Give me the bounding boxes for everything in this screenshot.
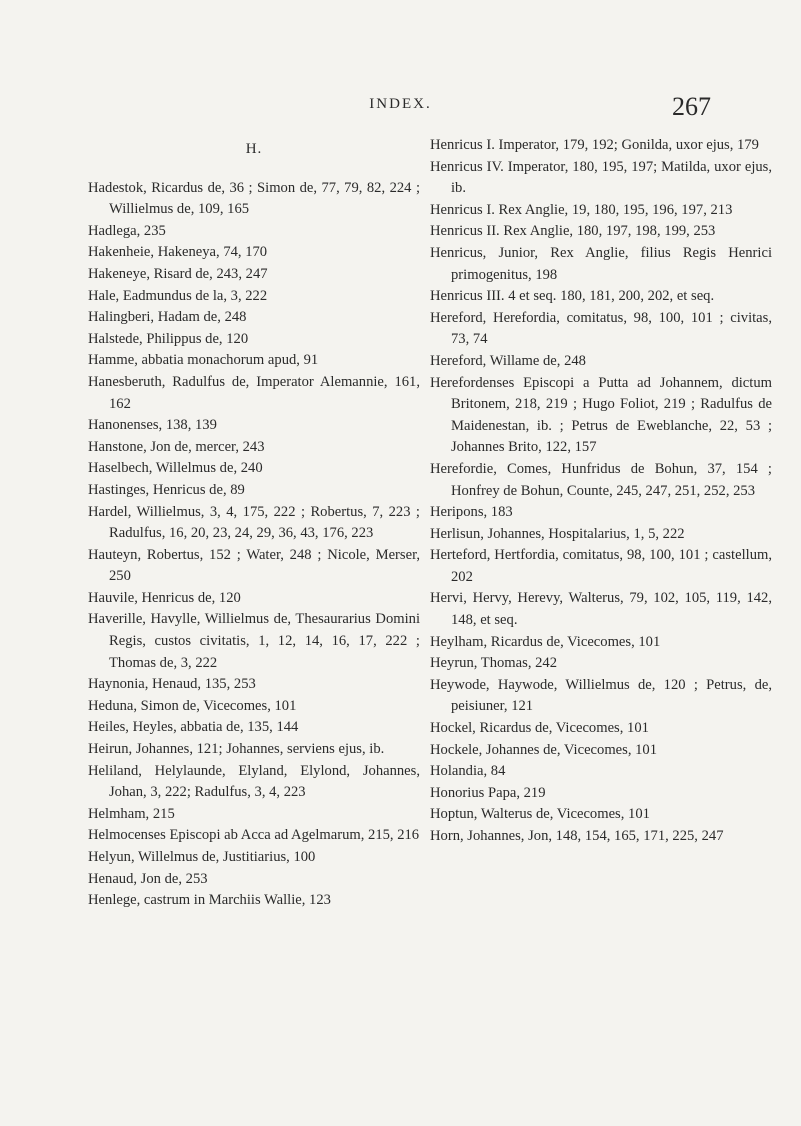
index-entry: Holandia, 84 bbox=[430, 763, 506, 780]
index-entry: Henaud, Jon de, 253 bbox=[88, 870, 208, 887]
index-entry: Halingberi, Hadam de, 248 bbox=[88, 309, 247, 326]
page-number: 267 bbox=[672, 92, 711, 121]
index-entry: Hadestok, Ricardus de, 36 ; Simon de, 77, 79, 82, 224 ; Willielmus de, 109, 165 bbox=[88, 179, 420, 218]
index-entry: Hockele, Johannes de, Vicecomes, 101 bbox=[430, 741, 658, 758]
index-entry: Heiles, Heyles, abbatia de, 135, 144 bbox=[88, 719, 299, 736]
index-entry: Helmocenses Episcopi ab Acca ad Agelmarum, 215, 216 bbox=[88, 827, 420, 844]
index-entry: Hadlega, 235 bbox=[88, 222, 166, 239]
index-entry: Heyrun, Thomas, 242 bbox=[430, 655, 558, 672]
index-entry: Hervi, Hervy, Herevy, Walterus, 79, 102, 105, 119, 142, 148, et seq. bbox=[430, 590, 772, 629]
left-entries-list bbox=[88, 178, 420, 912]
index-entry: Hakenheie, Hakeneya, 74, 170 bbox=[88, 244, 268, 261]
index-entry: Heylham, Ricardus de, Vicecomes, 101 bbox=[430, 633, 661, 650]
running-head bbox=[0, 92, 801, 126]
index-entry: Henricus III. 4 et seq. 180, 181, 200, 202, et seq. bbox=[430, 288, 715, 305]
index-entry: Hereford, Herefordia, comitatus, 98, 100, 101 ; civitas, 73, 74 bbox=[430, 309, 772, 348]
index-entry: Hanstone, Jon de, mercer, 243 bbox=[88, 438, 265, 455]
index-entry: Herlisun, Johannes, Hospitalarius, 1, 5, 222 bbox=[430, 525, 685, 542]
index-entry: Henricus I. Rex Anglie, 19, 180, 195, 196, 197, 213 bbox=[430, 201, 733, 218]
index-entry: Helmham, 215 bbox=[88, 805, 175, 822]
index-entry: Heduna, Simon de, Vicecomes, 101 bbox=[88, 697, 297, 714]
left-column bbox=[88, 135, 420, 912]
index-entry: Heliland, Helylaunde, Elyland, Elylond, Johannes, Johan, 3, 222; Radulfus, 3, 4, 223 bbox=[88, 762, 420, 801]
index-entry: Henricus IV. Imperator, 180, 195, 197; Matilda, uxor ejus, ib. bbox=[430, 158, 772, 197]
index-entry: Herefordenses Episcopi a Putta ad Johannem, dictum Britonem, 218, 219 ; Hugo Foliot, 219 ; Radulfus de Maidenestan, ib. ; Petrus de Eweblanche, 22, 53 ; Johannes Brito, 122, 157 bbox=[430, 374, 772, 456]
index-entry: Hanonenses, 138, 139 bbox=[88, 417, 217, 434]
index-entry: Haverille, Havylle, Willielmus de, Thesaurarius Domini Regis, custos civitatis, 1, 12, 14, 16, 17, 222 ; Thomas de, 3, 222 bbox=[88, 611, 420, 671]
index-entry: Herteford, Hertfordia, comitatus, 98, 100, 101 ; castellum, 202 bbox=[430, 547, 772, 585]
index-entry: Hastinges, Henricus de, 89 bbox=[88, 481, 245, 498]
running-title: INDEX. bbox=[369, 96, 432, 112]
index-entry: Horn, Johannes, Jon, 148, 154, 165, 171, 225, 247 bbox=[430, 828, 724, 844]
index-entry: Hakeneye, Risard de, 243, 247 bbox=[88, 265, 268, 282]
index-entry: Hauvile, Henricus de, 120 bbox=[88, 589, 241, 606]
index-entry: Heirun, Johannes, 121; Johannes, serviens ejus, ib. bbox=[88, 741, 385, 758]
index-entry: Honorius Papa, 219 bbox=[430, 784, 546, 801]
index-entry: Hale, Eadmundus de la, 3, 222 bbox=[88, 287, 268, 304]
index-entry: Hanesberuth, Radulfus de, Imperator Alemannie, 161, 162 bbox=[88, 373, 420, 412]
index-entry: Henlege, castrum in Marchiis Wallie, 123 bbox=[88, 892, 331, 909]
index-entry: Hockel, Ricardus de, Vicecomes, 101 bbox=[430, 720, 649, 737]
index-entry: Hoptun, Walterus de, Vicecomes, 101 bbox=[430, 806, 650, 823]
index-entry: Henricus, Junior, Rex Anglie, filius Regis Henrici primogenitus, 198 bbox=[430, 244, 772, 283]
index-entry: Herefordie, Comes, Hunfridus de Bohun, 37, 154 ; Honfrey de Bohun, Counte, 245, 247, 251, 252, 253 bbox=[430, 460, 772, 499]
index-entry: Heripons, 183 bbox=[430, 504, 513, 521]
right-column bbox=[430, 135, 772, 848]
index-entry: Helyun, Willelmus de, Justitiarius, 100 bbox=[88, 849, 316, 865]
index-entry: Heywode, Haywode, Willielmus de, 120 ; Petrus, de, peisiuner, 121 bbox=[430, 676, 772, 715]
right-entries-list bbox=[430, 135, 772, 848]
index-entry: Halstede, Philippus de, 120 bbox=[88, 330, 249, 347]
index-entry: Henricus I. Imperator, 179, 192; Gonilda, uxor ejus, 179 bbox=[430, 137, 759, 153]
index-entry: Haselbech, Willelmus de, 240 bbox=[88, 460, 263, 477]
index-entry: Haynonia, Henaud, 135, 253 bbox=[88, 676, 256, 693]
index-entry: Hauteyn, Robertus, 152 ; Water, 248 ; Nicole, Merser, 250 bbox=[88, 546, 420, 585]
section-letter: H. bbox=[245, 141, 263, 157]
index-entry: Hamme, abbatia monachorum apud, 91 bbox=[88, 352, 319, 369]
index-entry: Hardel, Willielmus, 3, 4, 175, 222 ; Robertus, 7, 223 ; Radulfus, 16, 20, 23, 24, 29, 36, 43, 176, 223 bbox=[88, 503, 420, 542]
index-entry: Henricus II. Rex Anglie, 180, 197, 198, 199, 253 bbox=[430, 223, 716, 240]
index-entry: Hereford, Willame de, 248 bbox=[430, 352, 586, 369]
